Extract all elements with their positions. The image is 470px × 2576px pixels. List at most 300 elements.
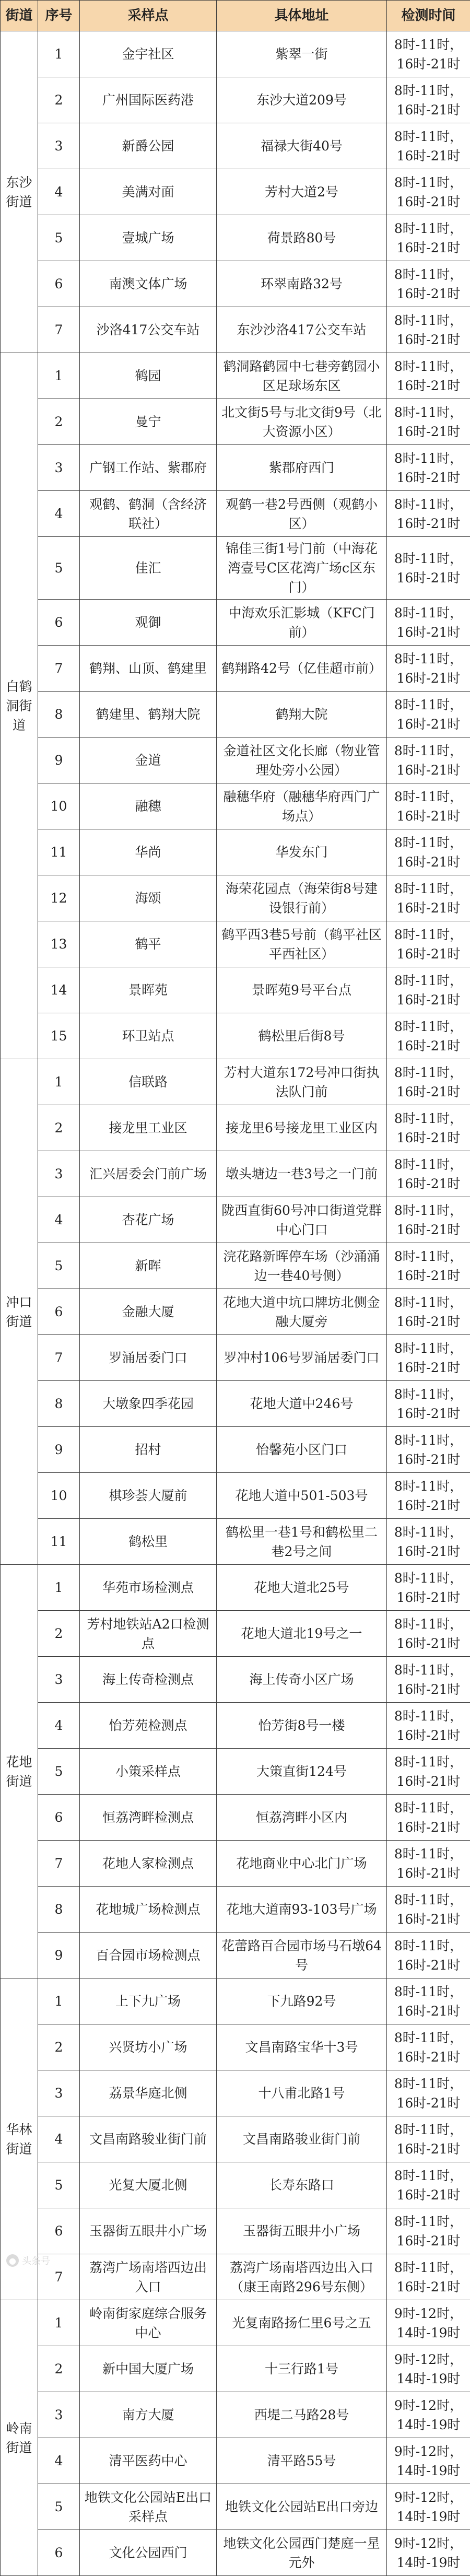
site-cell: 海颂: [80, 875, 217, 921]
seq-cell: 13: [38, 921, 80, 967]
seq-cell: 1: [38, 1059, 80, 1105]
table-row: [1, 307, 470, 353]
table-row: [1, 2484, 470, 2530]
seq-cell: 2: [38, 399, 80, 445]
address-cell: 怡馨苑小区门口: [217, 1427, 387, 1473]
time-cell: [387, 2208, 470, 2254]
address-cell: 鹤平西3巷5号前（鹤平社区平西社区）: [217, 921, 387, 967]
site-cell: 兴贤坊小广场: [80, 2024, 217, 2070]
time-line: 9时-12时，: [390, 2304, 467, 2323]
address-cell: 十八甫北路1号: [217, 2070, 387, 2116]
time-line: 16时-21时: [390, 2001, 467, 2021]
site-cell: 芳村地铁站A2口检测点: [80, 1611, 217, 1657]
seq-cell: 5: [38, 2484, 80, 2530]
time-line: 16时-21时: [390, 422, 467, 441]
address-cell: 紫翠一街: [217, 31, 387, 77]
table-row: [1, 1978, 470, 2024]
time-cell: [387, 215, 470, 261]
seq-cell: 2: [38, 77, 80, 123]
site-cell: 花地城广场检测点: [80, 1887, 217, 1933]
time-line: 8时-11时，: [390, 925, 467, 944]
table-row: [1, 399, 470, 445]
site-cell: 金宇社区: [80, 31, 217, 77]
table-row: [1, 1013, 470, 1059]
time-line: 8时-11时，: [390, 1890, 467, 1910]
time-cell: [387, 1795, 470, 1841]
table-row: [1, 1427, 470, 1473]
site-cell: 华苑市场检测点: [80, 1565, 217, 1611]
time-line: 16时-21时: [390, 1450, 467, 1469]
table-row: [1, 692, 470, 737]
time-line: 16时-21时: [390, 1128, 467, 1148]
time-cell: [387, 921, 470, 967]
table-row: [1, 875, 470, 921]
table-row: [1, 1473, 470, 1519]
site-cell: 观鹤、鹤洞（含经济联社）: [80, 491, 217, 537]
table-row: [1, 1795, 470, 1841]
time-cell: [387, 2024, 470, 2070]
table-row: [1, 1243, 470, 1289]
time-cell: [387, 1381, 470, 1427]
seq-cell: 2: [38, 1105, 80, 1151]
time-line: 16时-21时: [390, 1266, 467, 1285]
address-cell: 紫郡府西门: [217, 445, 387, 491]
time-line: 16时-21时: [390, 669, 467, 688]
district-cell: 华林街道: [1, 1978, 38, 2300]
time-line: 16时-21时: [390, 1358, 467, 1377]
address-cell: 地铁文化公园站E出口旁边: [217, 2484, 387, 2530]
table-row: [1, 2024, 470, 2070]
table-row: [1, 829, 470, 875]
seq-cell: 6: [38, 600, 80, 646]
time-line: 9时-12时，: [390, 2488, 467, 2507]
table-row: [1, 169, 470, 215]
time-line: 9时-12时，: [390, 2396, 467, 2415]
time-line: 16时-21时: [390, 990, 467, 1010]
table-row: [1, 2530, 470, 2576]
address-cell: 怡芳街8号一楼: [217, 1703, 387, 1749]
time-line: 14时-19时: [390, 2507, 467, 2526]
site-cell: 海上传奇检测点: [80, 1657, 217, 1703]
time-line: 16时-21时: [390, 898, 467, 918]
time-line: 8时-11时，: [390, 1431, 467, 1450]
site-cell: 上下九广场: [80, 1978, 217, 2024]
seq-cell: 6: [38, 1289, 80, 1335]
district-cell: 白鹤洞街道: [1, 353, 38, 1059]
address-cell: 光复南路扬仁里6号之五: [217, 2300, 387, 2346]
time-cell: [387, 1335, 470, 1381]
time-line: 16时-21时: [390, 100, 467, 120]
time-line: 8时-11时，: [390, 2074, 467, 2093]
time-cell: [387, 77, 470, 123]
address-cell: 花蕾路百合园市场马石墩64号: [217, 1933, 387, 1978]
time-line: 8时-11时，: [390, 1936, 467, 1956]
time-cell: [387, 1013, 470, 1059]
site-cell: 棋珍荟大厦前: [80, 1473, 217, 1519]
table-row: [1, 646, 470, 692]
table-row: [1, 1335, 470, 1381]
seq-cell: 9: [38, 1427, 80, 1473]
time-cell: [387, 1611, 470, 1657]
time-line: 16时-21时: [390, 1864, 467, 1883]
address-cell: 芳村大道东172号冲口街执法队门前: [217, 1059, 387, 1105]
seq-cell: 7: [38, 1335, 80, 1381]
table-row: [1, 1105, 470, 1151]
table-row: [1, 2070, 470, 2116]
table-row: [1, 783, 470, 829]
time-cell: [387, 399, 470, 445]
time-line: 8时-11时，: [390, 1385, 467, 1404]
seq-cell: 5: [38, 215, 80, 261]
time-line: 8时-11时，: [390, 2212, 467, 2231]
time-line: 8时-11时，: [390, 971, 467, 990]
seq-cell: 6: [38, 2530, 80, 2576]
address-cell: 鹤松里后街8号: [217, 1013, 387, 1059]
address-cell: 西堤二马路28号: [217, 2392, 387, 2438]
table-row: [1, 353, 470, 399]
seq-cell: 3: [38, 445, 80, 491]
time-line: 16时-21时: [390, 1818, 467, 1837]
site-cell: 荔湾广场南塔西边出入口: [80, 2254, 217, 2300]
time-cell: [387, 1473, 470, 1519]
time-line: 14时-19时: [390, 2461, 467, 2480]
time-line: 8时-11时，: [390, 449, 467, 468]
table-row: [1, 1151, 470, 1197]
time-line: 8时-11时，: [390, 219, 467, 238]
site-cell: 广州国际医药港: [80, 77, 217, 123]
site-cell: 汇兴居委会门前广场: [80, 1151, 217, 1197]
time-cell: [387, 2346, 470, 2392]
time-line: 16时-21时: [390, 376, 467, 395]
time-line: 16时-21时: [390, 1082, 467, 1102]
time-line: 16时-21时: [390, 1726, 467, 1745]
seq-cell: 1: [38, 31, 80, 77]
time-cell: [387, 2116, 470, 2162]
time-cell: [387, 829, 470, 875]
address-cell: 花地大道北19号之一: [217, 1611, 387, 1657]
time-line: 16时-21时: [390, 2139, 467, 2159]
seq-cell: 2: [38, 2024, 80, 2070]
time-cell: [387, 123, 470, 169]
time-line: 8时-11时，: [390, 1844, 467, 1864]
seq-cell: 1: [38, 1565, 80, 1611]
time-line: 8时-11时，: [390, 1477, 467, 1496]
time-cell: [387, 737, 470, 783]
time-line: 8时-11时，: [390, 603, 467, 623]
address-cell: 鹤洞路鹤园中七巷旁鹤园小区足球场东区: [217, 353, 387, 399]
time-cell: [387, 1427, 470, 1473]
table-row: [1, 1933, 470, 1978]
table-row: [1, 261, 470, 307]
seq-cell: 1: [38, 1978, 80, 2024]
time-line: 16时-21时: [390, 146, 467, 166]
address-cell: 罗冲村106号罗涌居委门口: [217, 1335, 387, 1381]
header-site: 采样点: [80, 1, 217, 31]
address-cell: 景晖苑9号平台点: [217, 967, 387, 1013]
time-line: 14时-19时: [390, 2415, 467, 2434]
logo-icon: ●: [6, 2254, 19, 2267]
site-cell: 岭南街家庭综合服务中心: [80, 2300, 217, 2346]
address-cell: 海上传奇小区广场: [217, 1657, 387, 1703]
site-cell: 沙洛417公交车站: [80, 307, 217, 353]
address-cell: 芳村大道2号: [217, 169, 387, 215]
address-cell: 大策直街124号: [217, 1749, 387, 1795]
time-line: 16时-21时: [390, 944, 467, 964]
time-line: 8时-11时，: [390, 1201, 467, 1220]
table-row: [1, 967, 470, 1013]
site-cell: 新爵公园: [80, 123, 217, 169]
time-line: 8时-11时，: [390, 81, 467, 100]
time-line: 16时-21时: [390, 2277, 467, 2297]
time-line: 8时-11时，: [390, 2120, 467, 2139]
time-line: 9时-12时，: [390, 2442, 467, 2461]
seq-cell: 1: [38, 2300, 80, 2346]
time-cell: [387, 1887, 470, 1933]
time-cell: [387, 2438, 470, 2484]
site-cell: 鹤平: [80, 921, 217, 967]
time-cell: [387, 2300, 470, 2346]
time-line: 16时-21时: [390, 54, 467, 74]
time-cell: [387, 1289, 470, 1335]
district-cell: 冲口街道: [1, 1059, 38, 1565]
time-line: 8时-11时，: [390, 1568, 467, 1588]
address-cell: 接龙里6号接龙里工业区内: [217, 1105, 387, 1151]
site-cell: 招村: [80, 1427, 217, 1473]
seq-cell: 2: [38, 1611, 80, 1657]
seq-cell: 5: [38, 1749, 80, 1795]
time-cell: [387, 261, 470, 307]
address-cell: 文昌南路骏业街门前: [217, 2116, 387, 2162]
time-line: 8时-11时，: [390, 879, 467, 898]
time-line: 16时-21时: [390, 806, 467, 826]
time-line: 16时-21时: [390, 1680, 467, 1699]
address-cell: 环翠南路32号: [217, 261, 387, 307]
seq-cell: 4: [38, 2116, 80, 2162]
time-cell: [387, 2484, 470, 2530]
seq-cell: 8: [38, 692, 80, 737]
time-line: 16时-21时: [390, 514, 467, 533]
header-address: 具体地址: [217, 1, 387, 31]
time-cell: [387, 2392, 470, 2438]
address-cell: 花地大道中246号: [217, 1381, 387, 1427]
time-cell: [387, 967, 470, 1013]
table-row: [1, 1611, 470, 1657]
time-line: 8时-11时，: [390, 311, 467, 330]
time-line: 8时-11时，: [390, 833, 467, 852]
seq-cell: 8: [38, 1887, 80, 1933]
site-cell: 花地人家检测点: [80, 1841, 217, 1887]
seq-cell: 4: [38, 1197, 80, 1243]
time-line: 16时-21时: [390, 1036, 467, 1056]
address-cell: 金道社区文化长廊（物业管理处旁小公园）: [217, 737, 387, 783]
table-row: [1, 1289, 470, 1335]
time-cell: [387, 1243, 470, 1289]
seq-cell: 4: [38, 169, 80, 215]
seq-cell: 8: [38, 1381, 80, 1427]
site-cell: 佳汇: [80, 537, 217, 600]
time-line: 8时-11时，: [390, 1017, 467, 1036]
time-line: 16时-21时: [390, 1772, 467, 1791]
table-row: [1, 2346, 470, 2392]
time-line: 8时-11时，: [390, 357, 467, 376]
time-line: 8时-11时，: [390, 1063, 467, 1082]
time-line: 16时-21时: [390, 238, 467, 257]
time-line: 16时-21时: [390, 623, 467, 642]
address-cell: 北文街5号与北文街9号（北大资源小区）: [217, 399, 387, 445]
seq-cell: 6: [38, 1795, 80, 1841]
table-row: [1, 491, 470, 537]
table-row: [1, 2116, 470, 2162]
time-cell: [387, 1059, 470, 1105]
site-cell: 华尚: [80, 829, 217, 875]
address-cell: 陇西直街60号冲口街道党群中心门口: [217, 1197, 387, 1243]
address-cell: 鹤松里一巷1号和鹤松里二巷2号之间: [217, 1519, 387, 1565]
address-cell: 墩头塘边一巷3号之一门前: [217, 1151, 387, 1197]
table-row: [1, 1703, 470, 1749]
site-cell: 新晖: [80, 1243, 217, 1289]
time-line: 8时-11时，: [390, 127, 467, 146]
seq-cell: 7: [38, 646, 80, 692]
site-cell: 广钢工作站、紫郡府: [80, 445, 217, 491]
time-cell: [387, 2070, 470, 2116]
time-line: 8时-11时，: [390, 1109, 467, 1128]
time-line: 16时-21时: [390, 2231, 467, 2251]
site-cell: 清平医药中心: [80, 2438, 217, 2484]
time-cell: [387, 1519, 470, 1565]
watermark-text: 头条号: [22, 2254, 50, 2267]
time-cell: [387, 1657, 470, 1703]
site-cell: 观御: [80, 600, 217, 646]
time-line: 16时-21时: [390, 1220, 467, 1239]
site-cell: 景晖苑: [80, 967, 217, 1013]
time-line: 8时-11时，: [390, 1339, 467, 1358]
address-cell: 海荣花园点（海荣街8号建设银行前）: [217, 875, 387, 921]
time-cell: [387, 646, 470, 692]
time-cell: [387, 537, 470, 600]
time-cell: [387, 491, 470, 537]
time-line: 8时-11时，: [390, 1523, 467, 1542]
site-cell: 罗涌居委门口: [80, 1335, 217, 1381]
time-line: 8时-11时，: [390, 2028, 467, 2047]
seq-cell: 2: [38, 2346, 80, 2392]
time-line: 16时-21时: [390, 192, 467, 212]
time-line: 16时-21时: [390, 1404, 467, 1423]
table-row: [1, 2300, 470, 2346]
seq-cell: 9: [38, 737, 80, 783]
time-cell: [387, 1197, 470, 1243]
address-cell: 华发东门: [217, 829, 387, 875]
time-line: 16时-21时: [390, 1634, 467, 1653]
time-line: 16时-21时: [390, 1588, 467, 1607]
time-line: 16时-21时: [390, 852, 467, 872]
time-cell: [387, 2162, 470, 2208]
seq-cell: 10: [38, 1473, 80, 1519]
time-line: 8时-11时，: [390, 35, 467, 54]
time-line: 14时-19时: [390, 2553, 467, 2572]
time-line: 16时-21时: [390, 760, 467, 780]
site-cell: 光复大厦北侧: [80, 2162, 217, 2208]
seq-cell: 5: [38, 2162, 80, 2208]
site-cell: 壹城广场: [80, 215, 217, 261]
time-cell: [387, 692, 470, 737]
time-line: 16时-21时: [390, 568, 467, 588]
site-cell: 大墩象四季花园: [80, 1381, 217, 1427]
site-cell: 美满对面: [80, 169, 217, 215]
time-line: 8时-11时，: [390, 1706, 467, 1726]
seq-cell: 15: [38, 1013, 80, 1059]
time-cell: [387, 31, 470, 77]
address-cell: 中海欢乐汇影城（KFC门前）: [217, 600, 387, 646]
site-cell: 环卫站点: [80, 1013, 217, 1059]
site-cell: 新中国大厦广场: [80, 2346, 217, 2392]
seq-cell: 7: [38, 307, 80, 353]
time-cell: [387, 2530, 470, 2576]
table-row: [1, 1519, 470, 1565]
seq-cell: 11: [38, 829, 80, 875]
time-line: 16时-21时: [390, 2185, 467, 2205]
seq-cell: 11: [38, 1519, 80, 1565]
time-line: 16时-21时: [390, 1956, 467, 1975]
table-row: [1, 1197, 470, 1243]
address-cell: 恒荔湾畔小区内: [217, 1795, 387, 1841]
table-row: [1, 1887, 470, 1933]
site-cell: 接龙里工业区: [80, 1105, 217, 1151]
site-cell: 鹤翔、山顶、鹤建里: [80, 646, 217, 692]
site-cell: 文化公园西门: [80, 2530, 217, 2576]
seq-cell: 6: [38, 261, 80, 307]
table-row: [1, 537, 470, 600]
site-cell: 融穗: [80, 783, 217, 829]
site-cell: 小策采样点: [80, 1749, 217, 1795]
address-cell: 鹤翔路42号（亿佳超市前）: [217, 646, 387, 692]
address-cell: 玉器街五眼井小广场: [217, 2208, 387, 2254]
watermark: [6, 2250, 79, 2271]
site-cell: 曼宁: [80, 399, 217, 445]
table-row: [1, 1657, 470, 1703]
time-line: 8时-11时，: [390, 2166, 467, 2185]
site-cell: 金道: [80, 737, 217, 783]
time-cell: [387, 169, 470, 215]
time-line: 8时-11时，: [390, 1752, 467, 1772]
site-cell: 信联路: [80, 1059, 217, 1105]
address-cell: 花地大道北25号: [217, 1565, 387, 1611]
district-cell: 东沙街道: [1, 31, 38, 353]
time-line: 9时-12时，: [390, 2534, 467, 2553]
address-cell: 下九路92号: [217, 1978, 387, 2024]
address-cell: 浣花路新晖停车场（沙涌涌边一巷40号侧）: [217, 1243, 387, 1289]
table-row: [1, 1565, 470, 1611]
time-cell: [387, 445, 470, 491]
time-line: 16时-21时: [390, 1174, 467, 1193]
site-cell: 南澳文体广场: [80, 261, 217, 307]
address-cell: 文昌南路宝华十3号: [217, 2024, 387, 2070]
table-row: [1, 1841, 470, 1887]
seq-cell: 3: [38, 123, 80, 169]
time-line: 8时-11时，: [390, 495, 467, 514]
time-line: 8时-11时，: [390, 1982, 467, 2001]
seq-cell: 1: [38, 353, 80, 399]
address-cell: 观鹤一巷2号西侧（观鹤小区）: [217, 491, 387, 537]
time-line: 16时-21时: [390, 1910, 467, 1929]
time-line: 8时-11时，: [390, 173, 467, 192]
table-row: [1, 921, 470, 967]
address-cell: 花地大道南93-103号广场: [217, 1887, 387, 1933]
time-cell: [387, 1703, 470, 1749]
time-cell: [387, 1933, 470, 1978]
seq-cell: 10: [38, 783, 80, 829]
time-line: 14时-19时: [390, 2323, 467, 2343]
table-row: [1, 737, 470, 783]
